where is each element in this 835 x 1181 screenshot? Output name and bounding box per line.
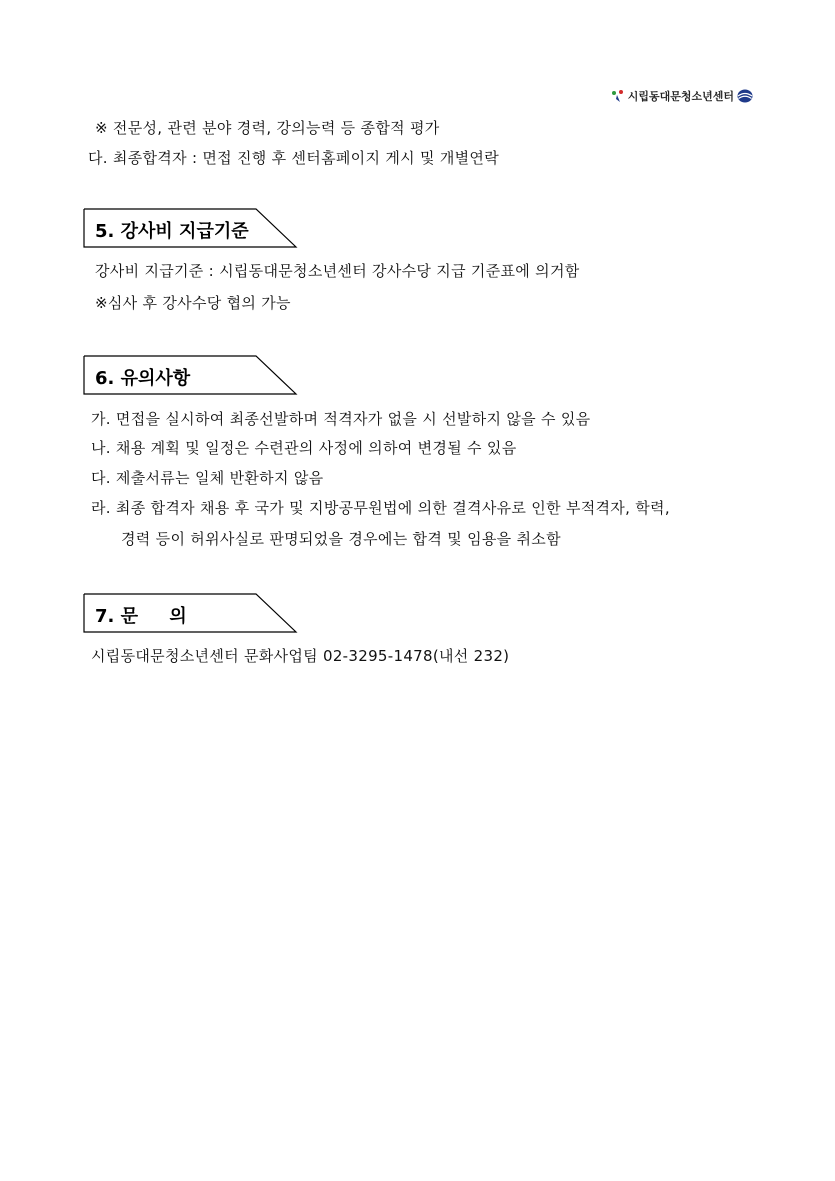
- section-5-line-2: ※심사 후 강사수당 협의 가능: [95, 294, 291, 312]
- section-6-line-2: 나. 채용 계획 및 일정은 수련관의 사정에 의하여 변경될 수 있음: [91, 439, 517, 457]
- section-5-heading: [83, 208, 298, 248]
- section-5-title: 5. 강사비 지급기준: [95, 221, 249, 242]
- section-6-line-4: 라. 최종 합격자 채용 후 국가 및 지방공무원법에 의한 결격사유로 인한 부적격자, 학력,: [91, 499, 670, 517]
- final-candidate-line: 다. 최종합격자 : 면접 진행 후 센터홈페이지 게시 및 개별연락: [88, 149, 499, 167]
- section-6-line-1: 가. 면접을 실시하여 최종선발하며 적격자가 없을 시 선발하지 않을 수 있음: [91, 410, 591, 428]
- logo-text: 시립동대문청소년센터: [627, 90, 734, 103]
- section-6-line-3: 다. 제출서류는 일체 반환하지 않음: [91, 469, 324, 487]
- evaluation-note: ※ 전문성, 관련 분야 경력, 강의능력 등 종합적 평가: [95, 119, 440, 137]
- section-5-line-1: 강사비 지급기준 : 시립동대문청소년센터 강사수당 지급 기준표에 의거함: [95, 262, 580, 280]
- section-6-heading: [83, 355, 298, 395]
- contact-line: 시립동대문청소년센터 문화사업팀 02-3295-1478(내선 232): [91, 647, 510, 665]
- section-6-line-5: 경력 등이 허위사실로 판명되었을 경우에는 합격 및 임용을 취소함: [121, 530, 561, 548]
- section-7-title: 7. 문 의: [95, 606, 187, 627]
- logo-emblem-icon: [737, 89, 753, 103]
- section-7-heading: [83, 593, 298, 633]
- section-6-title: 6. 유의사항: [95, 368, 191, 389]
- logo-mark-icon: [611, 89, 625, 103]
- center-logo: [611, 88, 753, 104]
